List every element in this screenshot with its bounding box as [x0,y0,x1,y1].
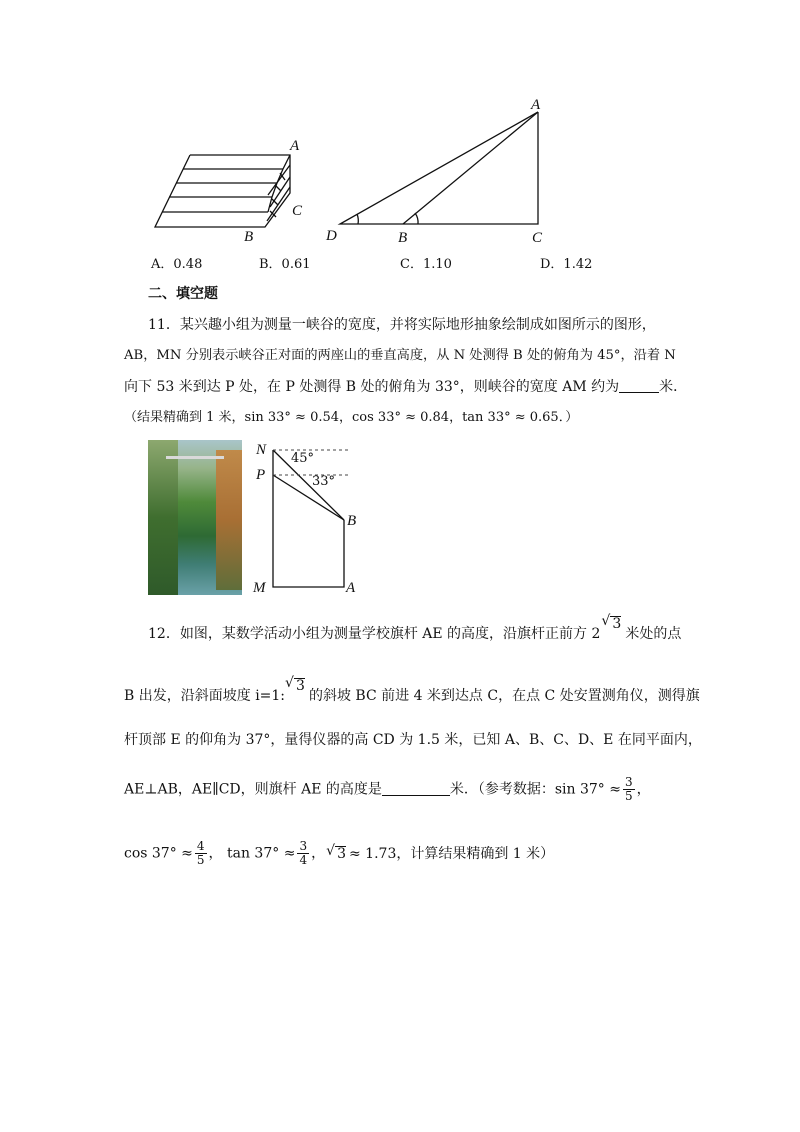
stairs-label-b: B [244,229,254,245]
canyon-label-p: P [256,467,266,483]
choice-d: D．1.42 [540,257,593,272]
q11-line4: （结果精确到 1 米，sin 33° ≈ 0.54，cos 33° ≈ 0.84，tan 33° ≈ 0.65．） [124,410,579,425]
q12-line2 [124,678,700,704]
canyon-photo [148,440,242,595]
sqrt-pre: ， [311,845,326,862]
triangle-label-b: B [398,230,408,246]
sin-fraction: $\frac{3}{5}$ [624,775,633,803]
q12-line4: AE⊥AB，AE∥CD，则旗杆 AE 的高度是 米．（参考数据：sin 37° ≈ $\frac{3}{5}$ ， [124,775,651,803]
stairs-label-a: A [290,138,300,154]
q11-line3 [124,380,687,394]
q12-line1-text: 12．如图，某数学活动小组为测量学校旗杆 AE 的高度，沿旗杆正前方 2 [148,626,601,642]
answer-blank-12[interactable] [382,783,450,796]
canyon-label-n: N [256,442,267,458]
tan-fraction: $\frac{3}{4}$ [299,839,308,867]
cos-text: cos 37° ≈ [124,845,193,862]
canyon-label-b: B [347,513,357,529]
q11-line3-text: 向下 53 米到达 P 处，在 P 处测得 B 处的俯角为 33°，则峡谷的宽度 AM 约为 [124,379,620,395]
choice-b: B．0.61 [259,257,311,272]
q12-line2-text: B 出发，沿斜面坡度 i=1: [124,688,286,704]
q11-line3-end: 米． [659,379,688,395]
q11-line1: 11．某兴趣小组为测量一峡谷的宽度，并将实际地形抽象绘制成如图所示的图形， [148,317,656,333]
tan-text: ， tan 37° ≈ [208,845,296,862]
canyon-angle-33: 33° [312,474,336,489]
triangle-label-c: C [532,230,543,246]
triangle-label-d: D [326,228,337,244]
canyon-label-a: A [346,580,356,596]
q12-line3: 杆顶部 E 的仰角为 37°，量得仪器的高 CD 为 1.5 米，已知 A、B、C、D、E 在同平面内， [124,732,702,748]
q12-line1 [148,616,682,642]
stairs-figure [140,135,310,245]
section-title: 二、填空题 [148,286,218,302]
sqrt-3-a: √ 3 [610,616,621,631]
q12-line2-end: 的斜坡 BC 前进 4 米到达点 C，在点 C 处安置测角仪，测得旗 [308,688,700,704]
triangle-label-a: A [531,97,541,113]
triangle-figure [330,100,550,235]
cos-fraction: $\frac{4}{5}$ [196,839,205,867]
q11-line2: AB，MN 分别表示峡谷正对面的两座山的垂直高度，从 N 处测得 B 处的俯角为 45°，沿着 N [124,348,676,363]
q12-line5-end: ≈ 1.73，计算结果精确到 1 米） [349,845,555,862]
q12-line1-end: 米处的点 [625,626,682,642]
choice-c: C．1.10 [400,257,452,272]
sqrt-3-b: √ 3 [294,678,305,693]
answer-blank-11[interactable] [619,380,659,393]
stairs-label-c: C [292,203,303,219]
choice-a: A．0.48 [151,257,203,272]
canyon-label-m: M [253,580,266,596]
canyon-angle-45: 45° [291,451,315,466]
q12-line4-mid: 米．（参考数据：sin 37° ≈ [449,781,621,798]
q12-line4-text: AE⊥AB，AE∥CD，则旗杆 AE 的高度是 [124,781,382,798]
q12-line5 [124,840,554,867]
sqrt-3-c: √ 3 [335,846,346,861]
